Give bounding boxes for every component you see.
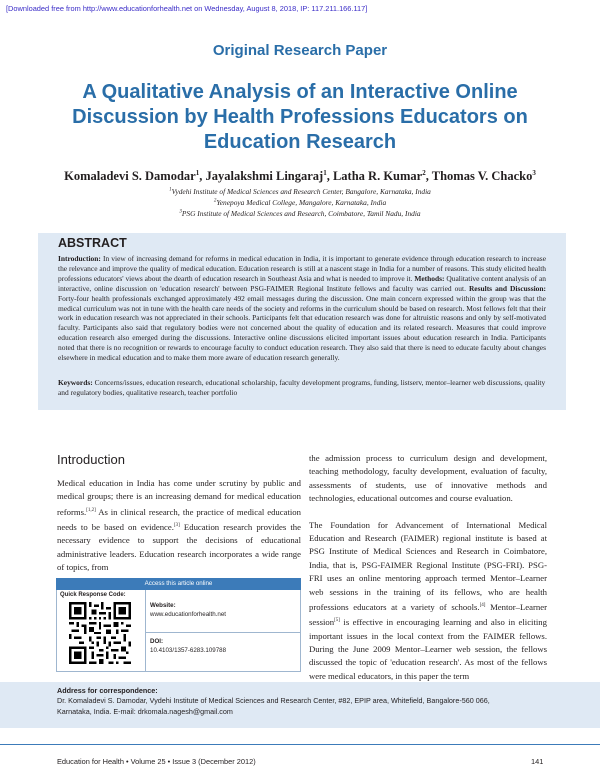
intro-text: Medical education in India has come under scrutiny by public and medical groups; there is an increasing demand for medical education reforms. — [57, 478, 301, 517]
intro-paragraph — [309, 519, 547, 684]
download-banner: [Downloaded free from http://www.educationforhealth.net on Wednesday, August 8, 2018, IP: 117.211.166.117] — [6, 4, 368, 13]
article-title: A Qualitative Analysis of an Interactive Online Discussion by Health Professions Educators on Education Research — [72, 81, 528, 153]
website-label: Website: — [150, 602, 176, 609]
author-name: Komaladevi S. Damodar — [64, 169, 196, 184]
intro-text: Education research provides the necessary evidence to support the decisions of educational administrative leaders. Education research incorporates a wide range of topics, from — [57, 522, 302, 573]
keywords — [58, 378, 546, 398]
author-name: Jayalakshmi Lingaraj — [205, 169, 324, 184]
author-affiliation-marker: 2 — [422, 169, 426, 177]
affiliation-text: PSG Institute of Medical Sciences and Research, Coimbatore, Tamil Nadu, India — [181, 209, 421, 218]
abstract-methods-text: Qualitative content analysis of an interactive, online discussion on 'education research' between PSG-FAIMER Regional Institute fellows and faculty was carried out. — [58, 273, 546, 293]
affiliation-marker: 1 — [169, 187, 172, 193]
affiliation — [0, 198, 600, 207]
affiliation-text: Vydehi Institute of Medical Sciences and Research Center, Bangalore, Karnataka, India — [171, 187, 431, 196]
author-affiliation-marker: 1 — [323, 169, 327, 177]
abstract-intro-label: Introduction: — [58, 254, 101, 263]
correspondence-line: Karnataka, India. E-mail: drkomala.nagesh@gmail.com — [57, 706, 233, 716]
keywords-label: Keywords: — [58, 378, 93, 387]
author-separator: , — [199, 169, 206, 184]
doi-label: DOI: — [150, 638, 164, 645]
keywords-text: Concerns/issues, education research, educational scholarship, faculty development programs, funding, listserv, mentor–learner web discussions, quality and regulatory bodies, qualitative research, teacher portfolio — [58, 378, 546, 397]
author-list — [0, 169, 600, 184]
access-box-divider — [145, 590, 146, 672]
section-tag: Original Research Paper — [212, 42, 388, 59]
correspondence-text — [57, 696, 547, 717]
abstract-heading: ABSTRACT — [58, 236, 127, 250]
intro-right-column — [309, 452, 547, 683]
author-name: Thomas V. Chacko — [431, 169, 533, 184]
intro-text: is effective in encouraging learning and also in eliciting important issues in the local context from the FAIMER fellows. During the June 2009 Mentor–Learner web session, the fellows discussed the topic of 'education research'. As most of the fellows were medical educators, in this paper the term — [309, 617, 547, 681]
abstract-methods-label: Methods: — [414, 273, 445, 283]
citation-marker: [3] — [173, 523, 180, 529]
author-affiliation-marker: 1 — [195, 169, 200, 177]
correspondence-heading: Address for correspondence: — [57, 686, 158, 695]
citation-marker: [4] — [479, 603, 486, 609]
affiliation-text: Yenepoya Medical College, Mangalore, Karnataka, India — [216, 198, 387, 207]
intro-paragraph — [57, 477, 301, 575]
correspondence-line: Dr. Komaladevi S. Damodar, Vydehi Institute of Medical Sciences and Research Center, #82, EPIP area, Whitefield, Bangalore-560 066, — [57, 696, 490, 705]
citation-marker: [5] — [334, 618, 340, 624]
intro-left-column — [57, 477, 301, 575]
abstract-results-text: Forty-four health professionals exchanged approximately 492 email messages during the discussion. One main concern expressed within the group was that the medical curriculum was not in tune with the health care needs of the society and reforms in the curriculum should be based on research. Most fellows felt that their work in education research was not appreciated in their schools. Participants felt that education research was done for altruistic reasons and only by self-motivated faculty. Participants also said that regulatory bodies were not concerned about the quality of education and its related research. Measures that could improve education research also emerged during the discussions. Interactive online discussions elicited important issues about education research in India. Participants noted that there is no recognition or rewards to encourage faculty to conduct education research. They also said that there is need to educate faculty about changes elsewhere in medical education and to make them more aware of education research generally. — [58, 293, 546, 363]
author-separator: , — [425, 169, 432, 184]
qr-code-label: Quick Response Code: — [60, 592, 126, 598]
abstract-intro-text: In view of increasing demand for reforms in medical education in India, it is important to generate evidence through education research to increase the relevance and improve the quality of medical education. Education research is still at a nascent stage in India for a number of reasons. This study elicited health professions educators' views about the dearth of education research in Southeast Asia and what is needed to improve it. — [58, 254, 546, 283]
affiliation — [0, 209, 600, 218]
intro-text: As in clinical research, the practice of medical education needs to be based on evidence. — [57, 506, 301, 532]
access-online-heading: Access this article online — [56, 578, 301, 590]
intro-paragraph: the admission process to curriculum design and development, teaching methodology, faculty development, evaluation of faculty, assessments of students, use of innovative methods and technologies, educational outcomes and course evaluation. — [309, 453, 547, 504]
doi-link[interactable]: 10.4103/1357-6283.109788 — [150, 647, 227, 654]
website-link[interactable]: www.educationforhealth.net — [150, 611, 227, 618]
author-separator: , — [326, 169, 333, 184]
journal-citation: Education for Health • Volume 25 • Issue 3 (December 2012) — [57, 757, 256, 766]
footer-rule — [0, 744, 600, 745]
affiliation-marker: 3 — [179, 209, 182, 215]
abstract-body — [58, 254, 546, 363]
intro-text: Mentor–Learner session — [309, 601, 547, 628]
intro-text: The Foundation for Advancement of International Medical Education and Research (FAIMER) regional institute is based at PSG Institute of Medical Sciences and Research in Coimbatore, India, that is, PSG-FAIMER Regional Institute (PSG-FRI). PSG-FRI uses an online mentoring approach termed Mentor–Learner web sessions in the training of its fellows, who are health professions educators at a variety of schools. — [309, 519, 547, 612]
author-name: Latha R. Kumar — [332, 169, 423, 184]
abstract-results-label: Results and Discussion: — [468, 283, 546, 293]
affiliation — [0, 187, 600, 196]
affiliation-marker: 2 — [213, 198, 217, 204]
qr-code-image[interactable] — [69, 602, 131, 664]
citation-marker: [1,2] — [86, 507, 96, 513]
author-affiliation-marker: 3 — [532, 169, 536, 177]
introduction-heading: Introduction — [57, 452, 125, 467]
access-box-divider — [146, 632, 301, 633]
page-number: 141 — [531, 757, 544, 766]
